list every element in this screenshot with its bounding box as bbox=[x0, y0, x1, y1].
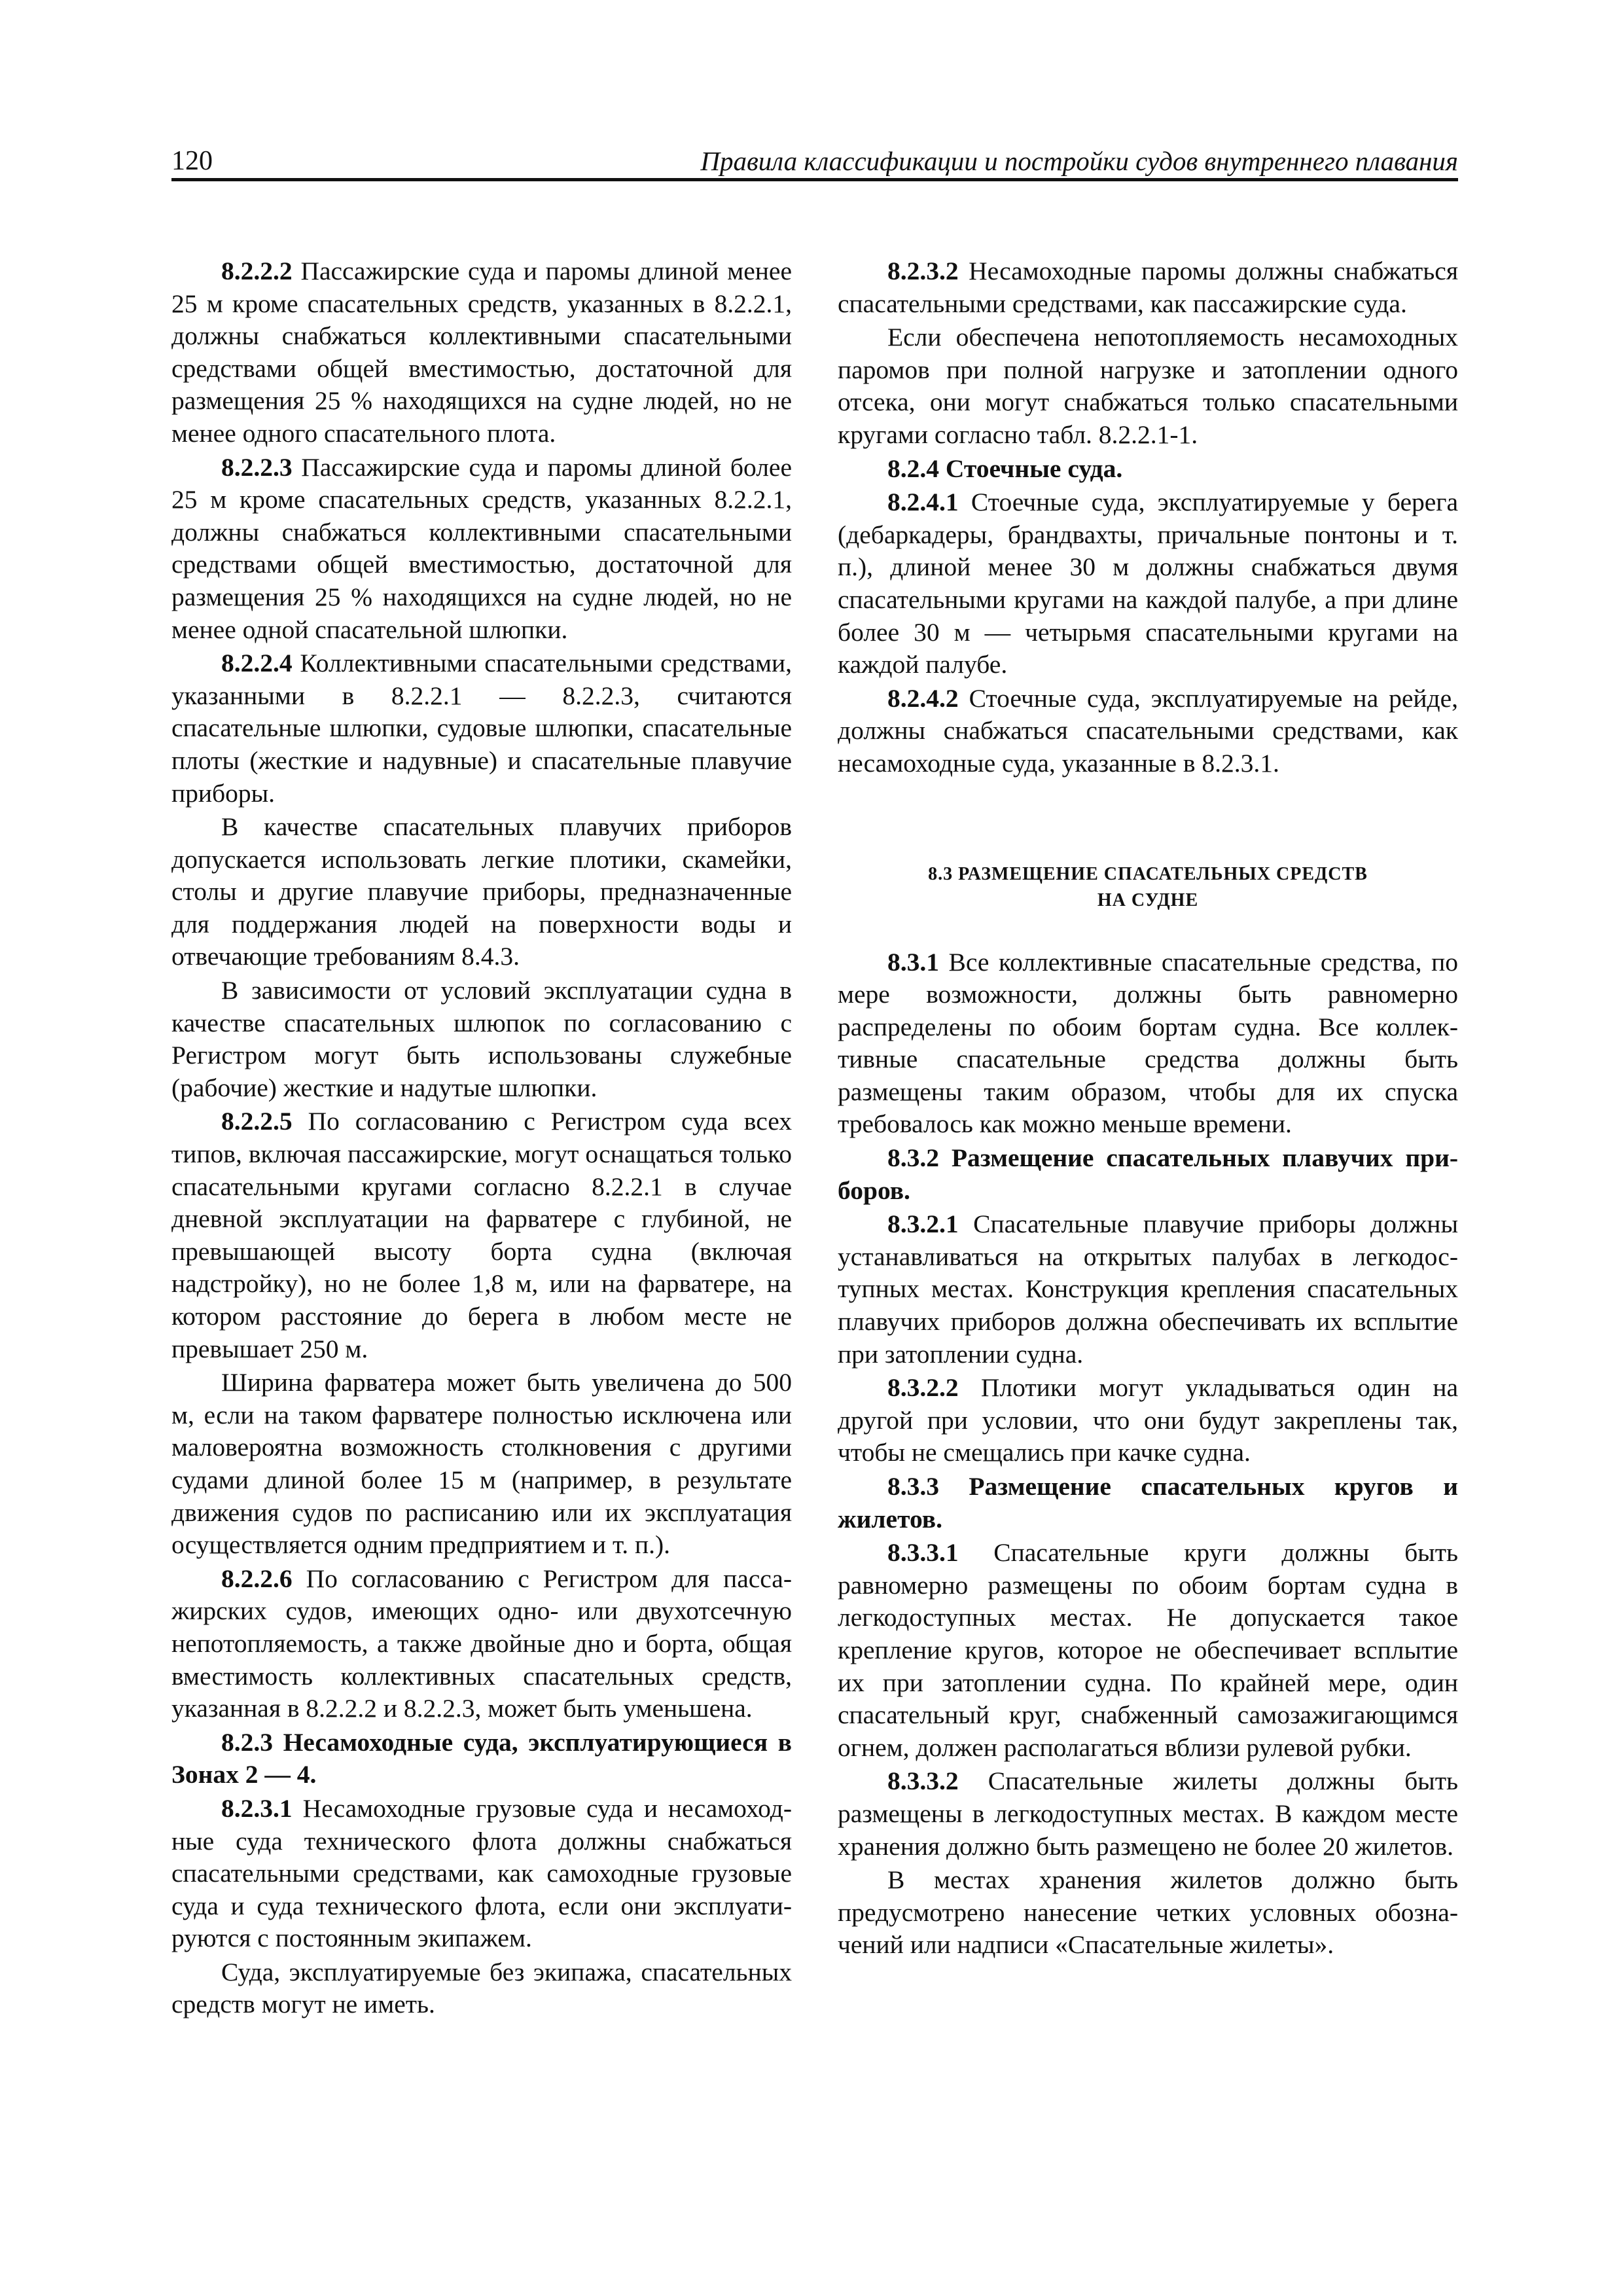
paragraph-boats-by-conditions: В зависимости от условий эксплуатации судна в качестве спасательных шлюпок по согласованию с Регистром могут быть использованы служебные (рабочие) жесткие и надутые шлюпки. bbox=[171, 976, 792, 1102]
paragraph-8-2-3-1: 8.2.3.1 Несамоходные грузовые суда и несамоходные суда технического флота должны снабжаться спасательными средствами, как самоходные грузовые суда и суда технического флота, если они эксплуатируются с постоянным экипажем. bbox=[171, 1793, 792, 1953]
page-number: 120 bbox=[171, 146, 213, 176]
running-title: Правила классификации и постройки судов внутреннего плавания bbox=[700, 146, 1458, 176]
section-heading-8-3: 8.3 РАЗМЕЩЕНИЕ СПАСАТЕЛЬНЫХ СРЕДСТВ НА СУДНЕ bbox=[928, 863, 1368, 910]
paragraph-8-2-3-2: 8.2.3.2 Несамоходные паромы должны снабжаться спасательными средствами, как пассажирские суда. bbox=[838, 257, 1458, 318]
paragraph-8-3-3-2: 8.3.3.2 Спасательные жилеты должны быть размещены в легкодоступных местах. В каждом месте хранения должно быть размещено не более 20 жилетов. bbox=[838, 1767, 1458, 1861]
heading-8-2-3: 8.2.3 Несамоходные суда, эксплуатирующиеся в Зонах 2 — 4. bbox=[171, 1727, 792, 1789]
paragraph-vest-markings: В местах хранения жилетов должно быть предусмотрено нанесение четких условных обозначений или надписи «Спасательные жилеты». bbox=[838, 1865, 1458, 1960]
paragraph-8-2-2-5: 8.2.2.5 По согласованию с Регистром суда всех типов, включая пассажирские, могут оснащаться только спасательными кругами согласно 8.2.2.1 в случае дневной эксплуатации на фарватере с глубиной, не превышающей высоту борта судна (включая надстройку), но не более 1,8 м, или на фарватере, на котором расстояние до берега в любом месте не превышает 250 м. bbox=[171, 1107, 792, 1363]
paragraph-8-3-3-1: 8.3.3.1 Спасательные круги должны быть равномерно размещены по обоим бортам судна в легкодоступных местах. Не допускается такое крепление кругов, которое не обеспечивает всплытие их при затоплении судна. По крайней мере, один спасательный круг, снабженный самозажигающимся огнем, должен располагаться вблизи рулевой рубки. bbox=[838, 1538, 1458, 1762]
paragraph-no-crew: Суда, эксплуатируемые без экипажа, спасательных средств могут не иметь. bbox=[171, 1957, 792, 2019]
heading-8-3-2: 8.3.2 Размещение спасательных плавучих приборов. bbox=[838, 1143, 1458, 1205]
paragraph-8-2-4-1: 8.2.4.1 Стоечные суда, эксплуатируемые у берега (дебаркадеры, брандвахты, причальные понтоны и т. п.), длиной менее 30 м должны снабжаться двумя спасательными кругами на каждой палубе, а при длине более 30 м — четырьмя спасательными кругами на каждой палубе. bbox=[838, 488, 1458, 679]
paragraph-8-3-2-2: 8.3.2.2 Плотики могут укладываться один на другой при условии, что они будут закреплены так, чтобы не смещались при качке судна. bbox=[838, 1373, 1458, 1467]
paragraph-fairway-width: Ширина фарватера может быть увеличена до 500 м, если на таком фарватере полностью исключена или маловероятна возможность столкновения с другими судами длиной более 15 м (например, в результате движения судов по расписанию или их эксплуатация осуществляется одним предприятием и т. п.). bbox=[171, 1368, 792, 1560]
left-column bbox=[171, 255, 792, 2022]
header-rule bbox=[171, 178, 1458, 181]
paragraph-unsinkability: Если обеспечена непотопляемость несамоходных паромов при полной нагрузке и затоплении одного отсека, они могут снабжаться только спасательными кругами согласно табл. 8.2.2.1-1. bbox=[838, 323, 1458, 449]
paragraph-floating-devices: В качестве спасательных плавучих приборов допускается использовать легкие плотики, скамейки, столы и другие плавучие приборы, предназначенные для поддержания людей на поверхности воды и отвечающие требованиям 8.4.3. bbox=[171, 812, 792, 971]
page-header bbox=[171, 141, 1458, 181]
paragraph-8-3-1: 8.3.1 Все коллективные спасательные средства, по мере возможности, должны быть равномерно распределены по обоим бортам судна. Все коллективные спасательные средства должны быть размещены таким образом, чтобы для их спуска требовалось как можно меньше времени. bbox=[838, 947, 1458, 1139]
paragraph-8-2-2-2: 8.2.2.2 Пассажирские суда и паромы длиной менее 25 м кроме спасательных средств, указанных в 8.2.2.1, должны снабжаться коллективными спасательными средствами общей вместимостью, достаточной для размещения 25 % находящихся на судне людей, но не менее одного спасательного плота. bbox=[171, 257, 792, 448]
heading-8-2-4: 8.2.4 Стоечные суда. bbox=[887, 454, 1123, 483]
heading-8-3-3: 8.3.3 Размещение спасательных кругов и жилетов. bbox=[838, 1472, 1458, 1534]
paragraph-8-3-2-1: 8.3.2.1 Спасательные плавучие приборы должны устанавливаться на открытых палубах в легкодоступных местах. Конструкция крепления спасательных плавучих приборов должна обеспечивать их всплытие при затоплении судна. bbox=[838, 1210, 1458, 1369]
paragraph-8-2-4-2: 8.2.4.2 Стоечные суда, эксплуатируемые на рейде, должны снабжаться спасательными средствами, как несамоходные суда, указанные в 8.2.3.1. bbox=[838, 683, 1458, 778]
paragraph-8-2-2-3: 8.2.2.3 Пассажирские суда и паромы длиной более 25 м кроме спасательных средств, указанных 8.2.2.1, должны снабжаться коллективными спасательными средствами общей вместимостью, достаточной для размещения 25 % находящихся на судне людей, но не менее одной спасательной шлюпки. bbox=[171, 452, 792, 644]
paragraph-8-2-2-4: 8.2.2.4 Коллективными спасательными средствами, указанными в 8.2.2.1 — 8.2.2.3, считаются спасательные шлюпки, судовые шлюпки, спасательные плоты (жесткие и надувные) и спасательные плавучие приборы. bbox=[171, 649, 792, 808]
right-column bbox=[838, 255, 1458, 1963]
paragraph-8-2-2-6: 8.2.2.6 По согласованию с Регистром для пассажирских судов, имеющих одно- или двухотсечную непотопляемость, а также двойные дно и борта, общая вместимость коллективных спасательных средств, указанная в 8.2.2.2 и 8.2.2.3, может быть уменьшена. bbox=[171, 1564, 792, 1723]
